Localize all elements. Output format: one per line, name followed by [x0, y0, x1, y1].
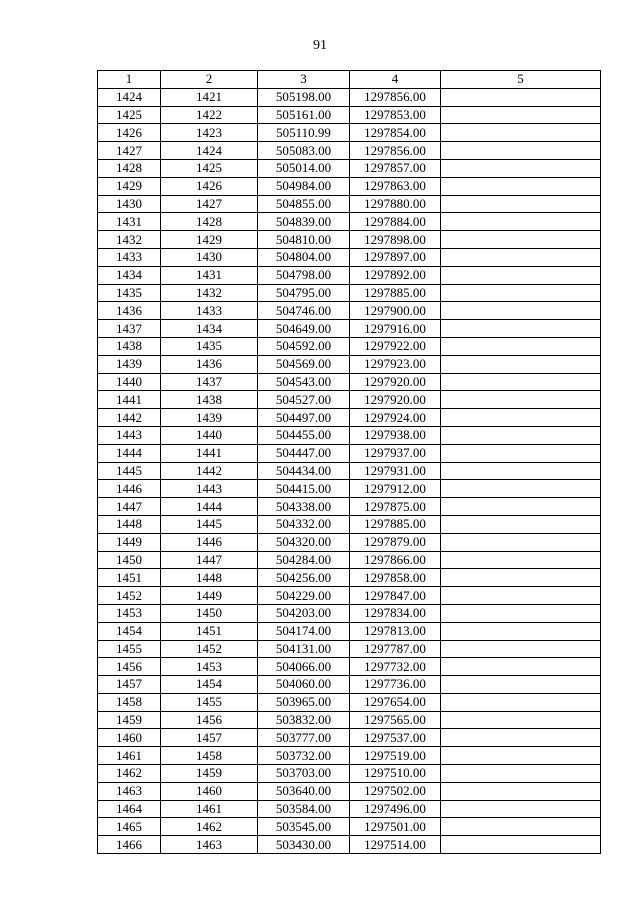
table-header [98, 71, 601, 89]
table-row [98, 569, 601, 587]
table-cell-col-2: 1460 [161, 782, 258, 800]
table-cell-col-5 [441, 640, 601, 658]
table-cell-col-1: 1458 [98, 693, 161, 711]
table-cell-col-3: 505161.00 [258, 106, 350, 124]
table-cell-col-1: 1460 [98, 729, 161, 747]
table-cell-col-5 [441, 836, 601, 854]
table-cell-col-4: 1297502.00 [350, 782, 441, 800]
table-cell-col-1: 1443 [98, 426, 161, 444]
table-row [98, 142, 601, 160]
table-cell-col-1: 1456 [98, 658, 161, 676]
table-row [98, 747, 601, 765]
table-cell-col-1: 1453 [98, 604, 161, 622]
table-cell-col-3: 504455.00 [258, 426, 350, 444]
table-cell-col-3: 504447.00 [258, 444, 350, 462]
table-cell-col-1: 1465 [98, 818, 161, 836]
table-cell-col-3: 504256.00 [258, 569, 350, 587]
table-cell-col-4: 1297931.00 [350, 462, 441, 480]
table-row [98, 693, 601, 711]
table-cell-col-1: 1452 [98, 587, 161, 605]
table-cell-col-5 [441, 515, 601, 533]
table-cell-col-4: 1297916.00 [350, 320, 441, 338]
table-cell-col-3: 504131.00 [258, 640, 350, 658]
table-row [98, 676, 601, 694]
table-cell-col-1: 1429 [98, 177, 161, 195]
column-header-4: 4 [350, 71, 441, 89]
table-cell-col-5 [441, 729, 601, 747]
table-cell-col-2: 1423 [161, 124, 258, 142]
table-cell-col-2: 1424 [161, 142, 258, 160]
table-cell-col-4: 1297856.00 [350, 142, 441, 160]
table-row [98, 266, 601, 284]
table-row [98, 88, 601, 106]
table-cell-col-2: 1448 [161, 569, 258, 587]
table-cell-col-1: 1428 [98, 159, 161, 177]
table-row [98, 320, 601, 338]
table-cell-col-5 [441, 159, 601, 177]
table-cell-col-5 [441, 818, 601, 836]
table-cell-col-2: 1432 [161, 284, 258, 302]
table-cell-col-3: 504795.00 [258, 284, 350, 302]
table-cell-col-4: 1297736.00 [350, 676, 441, 694]
table-cell-col-1: 1450 [98, 551, 161, 569]
table-cell-col-2: 1462 [161, 818, 258, 836]
table-cell-col-5 [441, 284, 601, 302]
table-row [98, 124, 601, 142]
table-cell-col-1: 1457 [98, 676, 161, 694]
table-cell-col-5 [441, 533, 601, 551]
table-cell-col-4: 1297854.00 [350, 124, 441, 142]
table-row [98, 248, 601, 266]
table-cell-col-2: 1447 [161, 551, 258, 569]
table-cell-col-1: 1454 [98, 622, 161, 640]
table-cell-col-4: 1297863.00 [350, 177, 441, 195]
table-cell-col-3: 504839.00 [258, 213, 350, 231]
table-cell-col-4: 1297519.00 [350, 747, 441, 765]
table-row [98, 373, 601, 391]
table-row [98, 409, 601, 427]
table-cell-col-4: 1297879.00 [350, 533, 441, 551]
column-header-5: 5 [441, 71, 601, 89]
table-cell-col-5 [441, 444, 601, 462]
table-row [98, 818, 601, 836]
table-cell-col-4: 1297938.00 [350, 426, 441, 444]
table-cell-col-2: 1445 [161, 515, 258, 533]
table-row [98, 640, 601, 658]
table-cell-col-1: 1461 [98, 747, 161, 765]
table-cell-col-4: 1297496.00 [350, 800, 441, 818]
table-cell-col-4: 1297885.00 [350, 284, 441, 302]
table-cell-col-3: 504497.00 [258, 409, 350, 427]
table-cell-col-1: 1440 [98, 373, 161, 391]
table-cell-col-4: 1297853.00 [350, 106, 441, 124]
table-cell-col-2: 1459 [161, 765, 258, 783]
table-cell-col-3: 504543.00 [258, 373, 350, 391]
table-cell-col-2: 1457 [161, 729, 258, 747]
table-row [98, 622, 601, 640]
table-cell-col-3: 504592.00 [258, 337, 350, 355]
table-cell-col-3: 504332.00 [258, 515, 350, 533]
table-cell-col-1: 1438 [98, 337, 161, 355]
table-row [98, 337, 601, 355]
table-cell-col-3: 504527.00 [258, 391, 350, 409]
table-cell-col-5 [441, 800, 601, 818]
table-cell-col-2: 1430 [161, 248, 258, 266]
table-cell-col-2: 1449 [161, 587, 258, 605]
table-row [98, 515, 601, 533]
table-cell-col-5 [441, 373, 601, 391]
table-row [98, 302, 601, 320]
table-cell-col-2: 1439 [161, 409, 258, 427]
table-row [98, 836, 601, 854]
table-cell-col-4: 1297654.00 [350, 693, 441, 711]
table-cell-col-5 [441, 782, 601, 800]
table-cell-col-5 [441, 693, 601, 711]
table-cell-col-4: 1297565.00 [350, 711, 441, 729]
table-row [98, 498, 601, 516]
table-cell-col-4: 1297857.00 [350, 159, 441, 177]
table-cell-col-3: 503640.00 [258, 782, 350, 800]
table-cell-col-5 [441, 355, 601, 373]
table-cell-col-4: 1297847.00 [350, 587, 441, 605]
table-cell-col-5 [441, 604, 601, 622]
table-cell-col-3: 504229.00 [258, 587, 350, 605]
table-cell-col-2: 1431 [161, 266, 258, 284]
table-cell-col-5 [441, 302, 601, 320]
table-cell-col-5 [441, 124, 601, 142]
table-cell-col-4: 1297885.00 [350, 515, 441, 533]
table-cell-col-5 [441, 177, 601, 195]
table-cell-col-5 [441, 266, 601, 284]
table-cell-col-2: 1458 [161, 747, 258, 765]
table-cell-col-3: 505110.99 [258, 124, 350, 142]
table-cell-col-4: 1297510.00 [350, 765, 441, 783]
table-cell-col-3: 503777.00 [258, 729, 350, 747]
table-cell-col-1: 1451 [98, 569, 161, 587]
table-row [98, 106, 601, 124]
table-cell-col-1: 1425 [98, 106, 161, 124]
table-cell-col-2: 1425 [161, 159, 258, 177]
table-cell-col-1: 1444 [98, 444, 161, 462]
table-row [98, 551, 601, 569]
table-row [98, 159, 601, 177]
table-cell-col-4: 1297892.00 [350, 266, 441, 284]
table-cell-col-1: 1462 [98, 765, 161, 783]
table-cell-col-3: 504649.00 [258, 320, 350, 338]
table-cell-col-2: 1421 [161, 88, 258, 106]
table-row [98, 711, 601, 729]
table-cell-col-4: 1297897.00 [350, 248, 441, 266]
table-cell-col-3: 503732.00 [258, 747, 350, 765]
table-cell-col-4: 1297922.00 [350, 337, 441, 355]
table-cell-col-3: 504569.00 [258, 355, 350, 373]
table-cell-col-1: 1433 [98, 248, 161, 266]
table-cell-col-2: 1444 [161, 498, 258, 516]
table-row [98, 444, 601, 462]
table-body [98, 88, 601, 853]
table-cell-col-5 [441, 320, 601, 338]
table-cell-col-1: 1432 [98, 231, 161, 249]
table-cell-col-1: 1434 [98, 266, 161, 284]
table-cell-col-3: 504320.00 [258, 533, 350, 551]
table-cell-col-2: 1440 [161, 426, 258, 444]
table-cell-col-3: 504804.00 [258, 248, 350, 266]
table-cell-col-5 [441, 587, 601, 605]
table-cell-col-4: 1297856.00 [350, 88, 441, 106]
table-cell-col-4: 1297537.00 [350, 729, 441, 747]
table-cell-col-2: 1435 [161, 337, 258, 355]
table-cell-col-3: 503545.00 [258, 818, 350, 836]
table-cell-col-4: 1297501.00 [350, 818, 441, 836]
table-cell-col-2: 1453 [161, 658, 258, 676]
table-cell-col-2: 1441 [161, 444, 258, 462]
table-cell-col-1: 1431 [98, 213, 161, 231]
table-cell-col-1: 1439 [98, 355, 161, 373]
table-cell-col-3: 504746.00 [258, 302, 350, 320]
table-cell-col-1: 1463 [98, 782, 161, 800]
table-cell-col-1: 1427 [98, 142, 161, 160]
table-cell-col-2: 1451 [161, 622, 258, 640]
table-cell-col-3: 504066.00 [258, 658, 350, 676]
table-row [98, 587, 601, 605]
table-cell-col-5 [441, 231, 601, 249]
table-cell-col-4: 1297900.00 [350, 302, 441, 320]
table-row [98, 177, 601, 195]
table-row [98, 462, 601, 480]
table-row [98, 231, 601, 249]
table-cell-col-1: 1445 [98, 462, 161, 480]
table-cell-col-5 [441, 569, 601, 587]
table-cell-col-1: 1441 [98, 391, 161, 409]
table-cell-col-3: 505014.00 [258, 159, 350, 177]
table-cell-col-1: 1436 [98, 302, 161, 320]
column-header-1: 1 [98, 71, 161, 89]
table-cell-col-5 [441, 551, 601, 569]
table-cell-col-2: 1452 [161, 640, 258, 658]
table-row [98, 480, 601, 498]
table-cell-col-3: 504415.00 [258, 480, 350, 498]
table-cell-col-4: 1297912.00 [350, 480, 441, 498]
table-cell-col-5 [441, 498, 601, 516]
table-cell-col-2: 1437 [161, 373, 258, 391]
table-cell-col-3: 504855.00 [258, 195, 350, 213]
table-cell-col-1: 1442 [98, 409, 161, 427]
table-row [98, 284, 601, 302]
table-row [98, 533, 601, 551]
table-cell-col-3: 503832.00 [258, 711, 350, 729]
table-cell-col-5 [441, 711, 601, 729]
column-header-2: 2 [161, 71, 258, 89]
table-cell-col-1: 1448 [98, 515, 161, 533]
table-row [98, 195, 601, 213]
table-cell-col-3: 504203.00 [258, 604, 350, 622]
table-cell-col-4: 1297866.00 [350, 551, 441, 569]
table-cell-col-5 [441, 337, 601, 355]
table-cell-col-1: 1435 [98, 284, 161, 302]
table-cell-col-1: 1466 [98, 836, 161, 854]
table-row [98, 213, 601, 231]
table-cell-col-2: 1438 [161, 391, 258, 409]
header-row [98, 71, 601, 89]
table-cell-col-2: 1455 [161, 693, 258, 711]
table-cell-col-5 [441, 658, 601, 676]
table-cell-col-2: 1443 [161, 480, 258, 498]
table-cell-col-2: 1461 [161, 800, 258, 818]
table-cell-col-1: 1455 [98, 640, 161, 658]
table-cell-col-3: 504174.00 [258, 622, 350, 640]
table-cell-col-2: 1427 [161, 195, 258, 213]
table-cell-col-4: 1297858.00 [350, 569, 441, 587]
table-cell-col-1: 1430 [98, 195, 161, 213]
table-cell-col-5 [441, 409, 601, 427]
table-cell-col-4: 1297920.00 [350, 391, 441, 409]
table-row [98, 391, 601, 409]
table-cell-col-3: 504284.00 [258, 551, 350, 569]
table-cell-col-4: 1297732.00 [350, 658, 441, 676]
table-cell-col-1: 1464 [98, 800, 161, 818]
table-cell-col-3: 504810.00 [258, 231, 350, 249]
table-cell-col-4: 1297923.00 [350, 355, 441, 373]
table-cell-col-2: 1442 [161, 462, 258, 480]
table-cell-col-2: 1454 [161, 676, 258, 694]
table-cell-col-2: 1434 [161, 320, 258, 338]
table-cell-col-5 [441, 391, 601, 409]
table-cell-col-5 [441, 765, 601, 783]
table-row [98, 658, 601, 676]
table-cell-col-4: 1297834.00 [350, 604, 441, 622]
table-cell-col-5 [441, 248, 601, 266]
table-cell-col-2: 1456 [161, 711, 258, 729]
table-cell-col-5 [441, 213, 601, 231]
table-cell-col-5 [441, 480, 601, 498]
table-cell-col-4: 1297898.00 [350, 231, 441, 249]
table-cell-col-2: 1433 [161, 302, 258, 320]
table-cell-col-5 [441, 747, 601, 765]
table-cell-col-4: 1297937.00 [350, 444, 441, 462]
table-cell-col-2: 1422 [161, 106, 258, 124]
table-cell-col-3: 504798.00 [258, 266, 350, 284]
table-cell-col-3: 504338.00 [258, 498, 350, 516]
table-cell-col-5 [441, 676, 601, 694]
table-row [98, 355, 601, 373]
table-cell-col-1: 1459 [98, 711, 161, 729]
table-cell-col-2: 1426 [161, 177, 258, 195]
table-cell-col-1: 1449 [98, 533, 161, 551]
table-cell-col-5 [441, 426, 601, 444]
table-cell-col-3: 503584.00 [258, 800, 350, 818]
table-cell-col-3: 504060.00 [258, 676, 350, 694]
table-cell-col-2: 1428 [161, 213, 258, 231]
table-cell-col-4: 1297787.00 [350, 640, 441, 658]
table-cell-col-3: 503965.00 [258, 693, 350, 711]
coordinates-table [97, 70, 601, 854]
column-header-3: 3 [258, 71, 350, 89]
table-cell-col-5 [441, 195, 601, 213]
table-cell-col-2: 1450 [161, 604, 258, 622]
table-cell-col-4: 1297813.00 [350, 622, 441, 640]
table-cell-col-5 [441, 106, 601, 124]
table-cell-col-3: 504984.00 [258, 177, 350, 195]
table-cell-col-2: 1436 [161, 355, 258, 373]
table-cell-col-5 [441, 142, 601, 160]
table-cell-col-4: 1297880.00 [350, 195, 441, 213]
table-cell-col-4: 1297884.00 [350, 213, 441, 231]
table-cell-col-4: 1297924.00 [350, 409, 441, 427]
table-cell-col-1: 1437 [98, 320, 161, 338]
table-row [98, 426, 601, 444]
table-row [98, 765, 601, 783]
table-cell-col-2: 1446 [161, 533, 258, 551]
table-cell-col-5 [441, 622, 601, 640]
table-row [98, 604, 601, 622]
table-cell-col-4: 1297920.00 [350, 373, 441, 391]
table-cell-col-2: 1429 [161, 231, 258, 249]
table-cell-col-1: 1426 [98, 124, 161, 142]
table-cell-col-1: 1447 [98, 498, 161, 516]
table-cell-col-3: 503430.00 [258, 836, 350, 854]
table-cell-col-4: 1297514.00 [350, 836, 441, 854]
table-cell-col-3: 504434.00 [258, 462, 350, 480]
table-cell-col-3: 505198.00 [258, 88, 350, 106]
table-row [98, 729, 601, 747]
table-cell-col-4: 1297875.00 [350, 498, 441, 516]
table-cell-col-1: 1446 [98, 480, 161, 498]
page-number: 91 [313, 38, 327, 53]
table-cell-col-1: 1424 [98, 88, 161, 106]
table-cell-col-5 [441, 462, 601, 480]
table-cell-col-2: 1463 [161, 836, 258, 854]
table-row [98, 800, 601, 818]
table-cell-col-3: 505083.00 [258, 142, 350, 160]
table-cell-col-3: 503703.00 [258, 765, 350, 783]
table-row [98, 782, 601, 800]
table-cell-col-5 [441, 88, 601, 106]
